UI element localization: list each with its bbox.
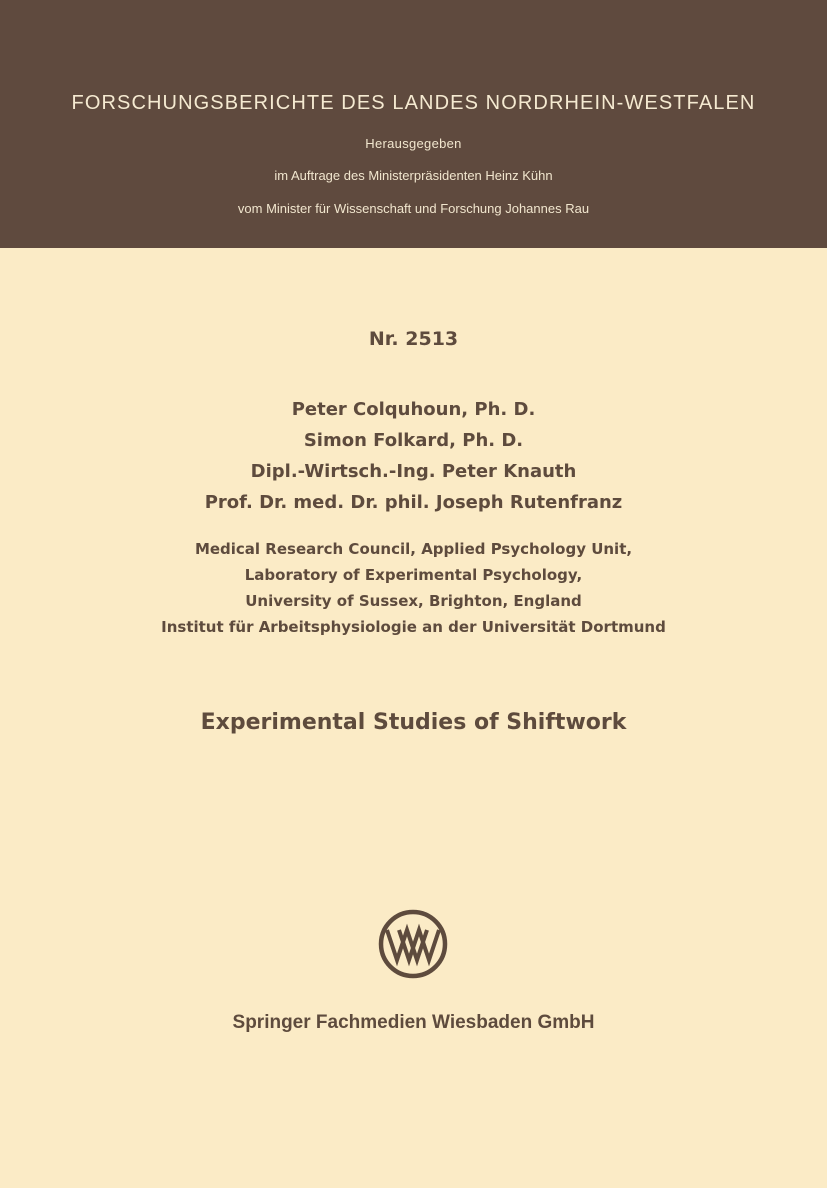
affiliation-line: University of Sussex, Brighton, England — [245, 592, 582, 610]
series-header-band — [0, 0, 827, 248]
affiliation-line: Institut für Arbeitsphysiologie an der Universität Dortmund — [161, 618, 666, 636]
series-title: FORSCHUNGSBERICHTE DES LANDES NORDRHEIN-WESTFALEN — [71, 92, 756, 114]
author-list — [0, 394, 827, 518]
author-name: Dipl.-Wirtsch.-Ing. Peter Knauth — [250, 461, 577, 482]
affiliation-line: Laboratory of Experimental Psychology, — [244, 566, 583, 584]
affiliation-line: Medical Research Council, Applied Psychology Unit, — [194, 540, 633, 558]
editor-line-science-minister: vom Minister für Wissenschaft und Forschung Johannes Rau — [237, 201, 590, 216]
affiliation-list — [0, 536, 827, 640]
series-number: Nr. 2513 — [368, 328, 459, 350]
publisher-ww-logo-icon — [377, 908, 449, 980]
author-name: Simon Folkard, Ph. D. — [303, 430, 524, 451]
book-title: Experimental Studies of Shiftwork — [200, 710, 627, 735]
editor-line-minister-president: im Auftrage des Ministerpräsidenten Heinz Kühn — [274, 168, 553, 183]
publisher-name: Springer Fachmedien Wiesbaden GmbH — [232, 1012, 595, 1033]
author-name: Prof. Dr. med. Dr. phil. Joseph Rutenfranz — [204, 492, 623, 513]
author-name: Peter Colquhoun, Ph. D. — [291, 399, 536, 420]
editor-label: Herausgegeben — [365, 136, 462, 151]
